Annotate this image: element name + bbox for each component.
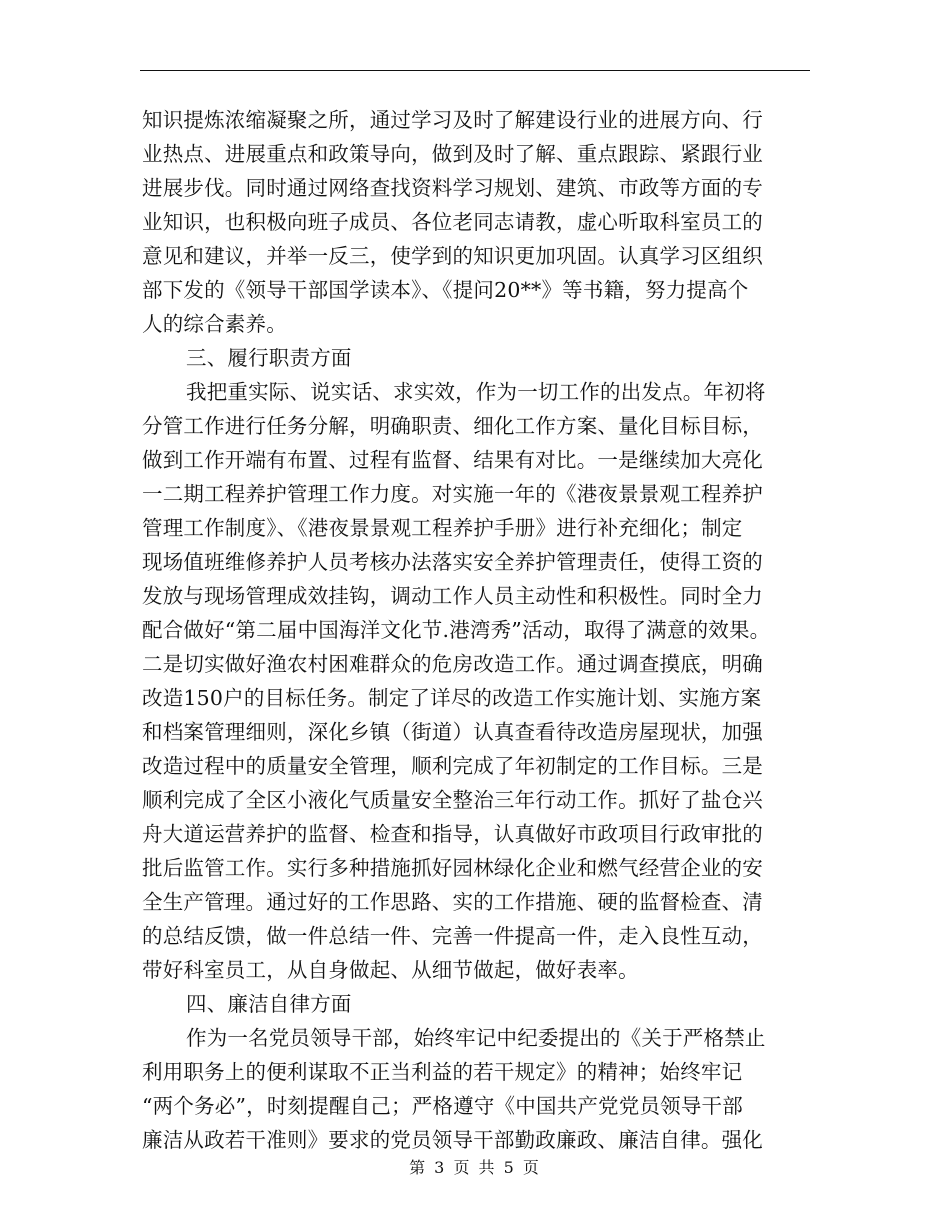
text-line: 业知识，也积极向班子成员、各位老同志请教，虚心听取科室员工的 [142, 210, 763, 234]
text-line: 部下发的《领导干部国学读本》、《提问20**》等书籍，努力提高个 [142, 278, 749, 302]
text-line: 二是切实做好渔农村困难群众的危房改造工作。通过调查摸底，明确 [142, 652, 763, 676]
text-line: 我把重实际、说实话、求实效，作为一切工作的出发点。年初将 [186, 380, 766, 404]
header-rule [140, 70, 810, 71]
text-line: 配合做好“第二届中国海洋文化节.港湾秀”活动，取得了满意的效果。 [142, 618, 771, 642]
text-line: 和档案管理细则，深化乡镇（街道）认真查看待改造房屋现状，加强 [142, 720, 763, 744]
text-line: 分管工作进行任务分解，明确职责、细化工作方案、量化目标目标， [142, 414, 763, 438]
text-line: 利用职务上的便利谋取不正当利益的若干规定》的精神；始终牢记 [142, 1060, 743, 1084]
text-line: 改造150户的目标任务。制定了详尽的改造工作实施计划、实施方案 [142, 686, 762, 710]
page-number-footer: 第 3 页 共 5 页 [409, 1158, 541, 1177]
text-line: 批后监管工作。实行多种措施抓好园林绿化企业和燃气经营企业的安 [142, 856, 763, 880]
section-heading-4: 四、廉洁自律方面 [186, 992, 352, 1016]
text-line: 的总结反馈，做一件总结一件、完善一件提高一件，走入良性互动， [142, 924, 763, 948]
text-line: 人的综合素养。 [142, 312, 287, 336]
text-line: 发放与现场管理成效挂钩，调动工作人员主动性和积极性。同时全力 [142, 584, 763, 608]
text-line: 顺利完成了全区小液化气质量安全整治三年行动工作。抓好了盐仓兴 [142, 788, 763, 812]
text-line: 作为一名党员领导干部，始终牢记中纪委提出的《关于严格禁止 [186, 1026, 766, 1050]
body-text [142, 103, 812, 1157]
text-line: 意见和建议，并举一反三，使学到的知识更加巩固。认真学习区组织 [142, 244, 763, 268]
text-line: 带好科室员工，从自身做起、从细节做起，做好表率。 [142, 958, 639, 982]
text-line: 进展步伐。同时通过网络查找资料学习规划、建筑、市政等方面的专 [142, 176, 763, 200]
text-line: 改造过程中的质量安全管理，顺利完成了年初制定的工作目标。三是 [142, 754, 763, 778]
text-line: 业热点、进展重点和政策导向，做到及时了解、重点跟踪、紧跟行业 [142, 142, 763, 166]
text-line: “两个务必”，时刻提醒自己；严格遵守《中国共产党党员领导干部 [142, 1094, 743, 1118]
text-line: 廉洁从政若干准则》要求的党员领导干部勤政廉政、廉洁自律。强化 [142, 1128, 763, 1152]
text-line: 做到工作开端有布置、过程有监督、结果有对比。一是继续加大亮化 [142, 448, 763, 472]
text-line: 知识提炼浓缩凝聚之所，通过学习及时了解建设行业的进展方向、行 [142, 108, 763, 132]
text-line: 舟大道运营养护的监督、检查和指导，认真做好市政项目行政审批的 [142, 822, 763, 846]
text-line: 现场值班维修养护人员考核办法落实安全养护管理责任，使得工资的 [142, 550, 763, 574]
text-line: 全生产管理。通过好的工作思路、实的工作措施、硬的监督检查、清 [142, 890, 763, 914]
text-line: 一二期工程养护管理工作力度。对实施一年的《港夜景景观工程养护 [142, 482, 763, 506]
text-line: 管理工作制度》、《港夜景景观工程养护手册》进行补充细化；制定 [142, 516, 743, 540]
section-heading-3: 三、履行职责方面 [186, 346, 352, 370]
